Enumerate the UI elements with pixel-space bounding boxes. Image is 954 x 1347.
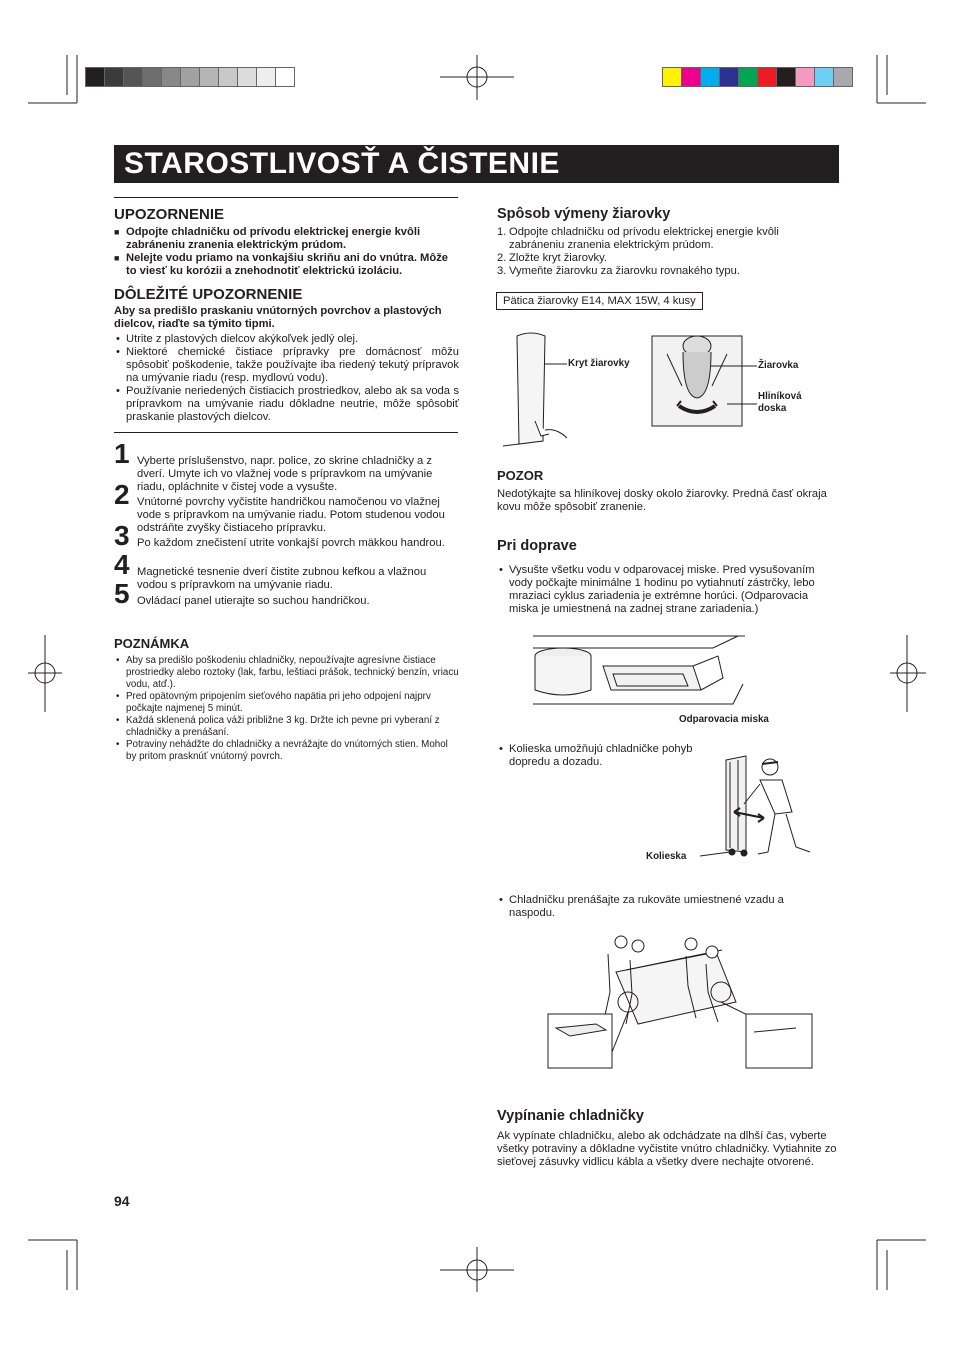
off-text: Ak vypínate chladničku, alebo ak odchádzate na dlhší čas, vyberte všetky potraviny a dôkladne vyčistite vnútro chladničky. Vytiahnite zo sieťovej zásuvky vidlicu kábla a všetky dvere nechajte otvorené. — [497, 1130, 837, 1168]
gray-swatch — [123, 67, 143, 87]
label-bulb-cover: Kryt žiarovky — [568, 358, 630, 369]
gray-swatch — [275, 67, 295, 87]
list-item: • Pred opätovným pripojením sieťového napätia pri jeho odpojení najprv počkajte najmenej 5 minút. — [114, 691, 459, 715]
gray-swatch — [180, 67, 200, 87]
step-text: Vyberte príslušenstvo, napr. police, zo skrine chladničky a z dverí. Umyte ich vo vlažnej vode s prípravkom na umývanie riadu, opláchnite v čistej vode a vysušte. — [137, 455, 433, 494]
important-section — [114, 286, 459, 424]
note-heading: POZNÁMKA — [114, 636, 190, 651]
gray-swatch — [104, 67, 124, 87]
color-swatch — [700, 67, 720, 87]
step-text: Po každom znečistení utrite vonkajší povrch mäkkou handrou. — [137, 537, 445, 550]
list-item: • Aby sa predišlo poškodeniu chladničky, nepoužívajte agresívne čistiace prostriedky alebo roztoky (lak, farbu, leštiaci prášok, technický benzín, vriacu vodu, atď.). — [114, 655, 459, 691]
list-item: 3. Vymeňte žiarovku za žiarovku rovnakého typu. — [497, 265, 740, 277]
divider — [114, 197, 458, 198]
gray-swatch — [256, 67, 276, 87]
gray-swatch — [199, 67, 219, 87]
page-title-bar — [114, 145, 839, 183]
label-aluminum-plate: Hliníková doska — [758, 391, 802, 414]
step-number: 2 — [114, 479, 130, 510]
step-number: 4 — [114, 549, 130, 580]
label-wheels: Kolieska — [646, 851, 687, 862]
warning-heading: UPOZORNENIE — [114, 206, 225, 223]
color-swatch — [833, 67, 853, 87]
list-item: 2. Zložte kryt žiarovky. — [497, 252, 608, 264]
page-number: 94 — [114, 1193, 130, 1209]
bulb-section — [497, 206, 837, 278]
list-item: • Niektoré chemické čistiace prípravky pre domácnosť môžu spôsobiť poškodenie, takže používajte iba riedený tekutý prípravok na umývanie riadu (resp. mydlovú vodu). — [114, 346, 459, 385]
wheels-illustration — [700, 752, 814, 862]
off-section — [497, 1108, 837, 1169]
step-text: Magnetické tesnenie dverí čistite zubnou kefkou a vlažnou vodou s prípravkom na umývanie riadu. — [137, 566, 427, 592]
gray-swatch — [142, 67, 162, 87]
gray-swatch — [237, 67, 257, 87]
list-item: 1. Odpojte chladničku od prívodu elektrickej energie kvôli zabráneniu zranenia elektrickým prúdom. — [497, 226, 779, 251]
gray-swatch — [218, 67, 238, 87]
bulb-illustration — [497, 326, 777, 456]
list-item: • Kolieska umožňujú chladničke pohyb dopredu a dozadu. — [497, 743, 717, 769]
color-swatch — [681, 67, 701, 87]
caution-heading: POZOR — [497, 468, 544, 483]
list-item: • Vysušte všetku vodu v odparovacej miske. Pred vysušovaním vody počkajte minimálne 1 hodinu po vytiahnutí zástrčky, lebo mraziaci cyklus zariadenia je extrémne horúci. (Odparovacia miska je umiestnená na zadnej strane zariadenia.) — [497, 564, 837, 616]
step-number: 1 — [114, 438, 130, 469]
label-bulb: Žiarovka — [758, 360, 799, 371]
color-swatch — [757, 67, 777, 87]
color-swatch — [795, 67, 815, 87]
caution-text: Nedotýkajte sa hliníkovej dosky okolo žiarovky. Predná časť okraja kovu môže spôsobiť zranenie. — [497, 488, 827, 513]
list-item: • Potraviny nehádžte do chladničky a nevrážajte do vnútorných stien. Mohol by pritom prasknúť vnútorný povrch. — [114, 739, 459, 763]
color-swatch — [738, 67, 758, 87]
list-item: • Používanie neriedených čistiacich prostriedkov, alebo ak sa voda s prípravkom na umývanie riadu dôkladne neutrie, môže spôsobiť praskanie plastových dielcov. — [114, 385, 459, 424]
step-number: 3 — [114, 520, 130, 551]
color-swatch — [814, 67, 834, 87]
list-item: • Utrite z plastových dielcov akýkoľvek jedlý olej. — [114, 333, 459, 346]
gray-swatch — [161, 67, 181, 87]
color-bar — [663, 67, 853, 87]
step-text: Ovládací panel utierajte so suchou handričkou. — [137, 595, 370, 608]
label-evaporation-tray: Odparovacia miska — [679, 714, 769, 725]
bulb-spec-box: Pätica žiarovky E14, MAX 15W, 4 kusy — [496, 292, 703, 310]
evaporation-tray-illustration — [533, 628, 745, 708]
warning-section — [114, 206, 459, 278]
caution-section — [497, 468, 837, 514]
color-swatch — [719, 67, 739, 87]
transport-section — [497, 538, 837, 616]
list-item: ■ Odpojte chladničku od prívodu elektrickej energie kvôli zabráneniu zranenia elektrickým prúdom. — [114, 226, 459, 252]
step-number: 5 — [114, 578, 130, 609]
color-swatch — [776, 67, 796, 87]
off-heading: Vypínanie chladničky — [497, 1108, 644, 1124]
bulb-heading: Spôsob výmeny žiarovky — [497, 206, 671, 222]
carry-note — [497, 894, 817, 920]
list-item: ■ Nelejte vodu priamo na vonkajšiu skriňu ani do vnútra. Môže to viesť ku korózii a znehodnotiť elektrickú izoláciu. — [114, 252, 459, 278]
grayscale-bar — [86, 67, 295, 87]
important-heading: DÔLEŽITÉ UPOZORNENIE — [114, 286, 303, 303]
note-section — [114, 636, 459, 763]
color-swatch — [662, 67, 682, 87]
divider — [114, 432, 458, 433]
wheels-note — [497, 743, 717, 769]
carrying-illustration — [546, 932, 814, 1072]
list-item: • Každá sklenená polica váži približne 3 kg. Držte ich pevne pri vyberaní z chladničky a prenášaní. — [114, 715, 459, 739]
transport-heading: Pri doprave — [497, 538, 577, 554]
page-title: STAROSTLIVOSŤ A ČISTENIE — [124, 147, 560, 180]
important-lead: Aby sa predišlo praskaniu vnútorných povrchov a plastových dielcov, riaďte sa týmito tipmi. — [114, 305, 442, 330]
gray-swatch — [85, 67, 105, 87]
list-item: • Chladničku prenášajte za rukoväte umiestnené vzadu a naspodu. — [497, 894, 817, 920]
step-text: Vnútorné povrchy vyčistite handričkou namočenou vo vlažnej vode s prípravkom na umývanie riadu. Potom studenou vodou odstráňte zvyšky čistiaceho prípravku. — [137, 496, 445, 535]
